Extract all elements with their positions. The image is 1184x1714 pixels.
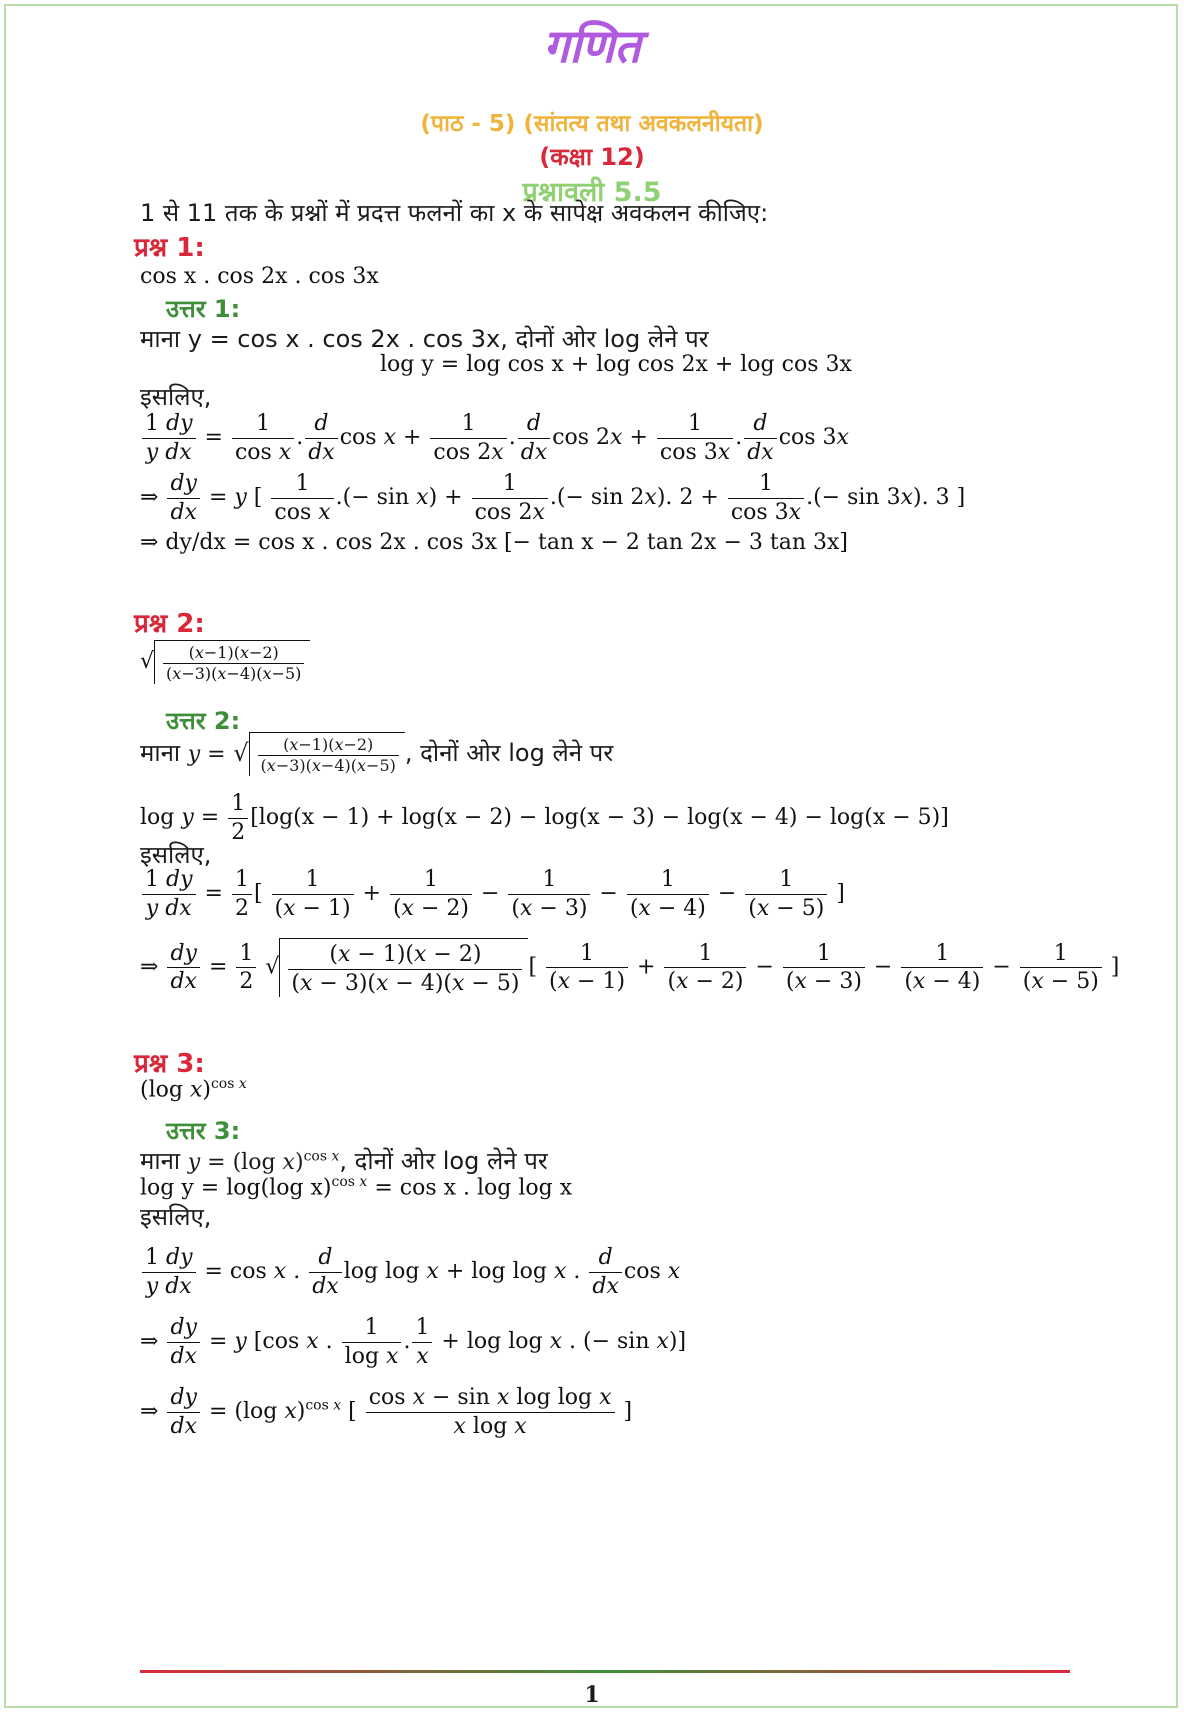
answer-3-label: उत्तर 3: [166, 1117, 241, 1145]
answer-1-derivative-line: $\frac{1 dy}{\text{y dx}}$ = $\frac{1}{\text{cos x}}$ . $\frac{d}{dx}$ cos x + $\frac{1}{\cos 2x}$ . $\frac{d}{dx}$ cos 2x + $\frac{1}{\cos 3x}$ . $\frac{d}{dx}$ cos 3x [140, 410, 849, 466]
answer-1-label: उत्तर 1: [166, 295, 241, 323]
question-3-expression: (log x)$^{cos x}$ [140, 1076, 247, 1103]
answer-1-therefore: इसलिए, [140, 383, 212, 411]
answer-1-line-1: माना y = cos x . cos 2x . cos 3x, दोनों ओर log लेने पर [140, 325, 709, 353]
answer-3-line-1-suffix: दोनों ओर log लेने पर [354, 1147, 548, 1175]
question-1-expression: cos x . cos 2x . cos 3x [140, 264, 379, 289]
exercise-heading: प्रश्नावली 5.5 [522, 177, 662, 208]
page-title: गणित [543, 19, 641, 73]
question-1-label: प्रश्न 1: [134, 233, 205, 263]
footer-divider [140, 1670, 1070, 1673]
answer-2-label: उत्तर 2: [166, 707, 241, 735]
answer-3-result: ⇒ $\frac{dy}{dx}$ = (log x)$^{cos x}$ [ $\frac{\text{cos x − sin x log log x}}{\text{x log x}}$ ] [140, 1385, 633, 1439]
answer-2-derivative-line: $\frac{1 dy}{\text{y dx}}$ = $\frac{1}{2}$ [ $\frac{1}{(x - 1)}$ + $\frac{1}{(x - 2)}$ − $\frac{1}{(x - 3)}$ − $\frac{1}{(x - 4)}$ − $\frac{1}{(x - 5)}$ ] [140, 866, 845, 922]
intro-text: 1 से 11 तक के प्रश्नों में प्रदत्त फलनों का x के सापेक्ष अवकलन कीजिए: [140, 199, 769, 227]
answer-3-log-line: log y = log(log x)$^{cos x}$ = cos x . log log x [140, 1174, 573, 1201]
answer-3-line-1: माना y = (log x)$^{cos x}$, दोनों ओर log लेने पर [140, 1147, 548, 1175]
answer-3-therefore: इसलिए, [140, 1203, 212, 1231]
answer-2-therefore: इसलिए, [140, 841, 212, 869]
question-2-expression: √ $\frac{(x-1)(x-2)}{(x-3)(x-4)(x-5)}$ [140, 640, 310, 684]
answer-3-log-line-head: log y = log(log x) [140, 1175, 332, 1201]
answer-2-log-line: log y = $\frac{1}{2}$ [log(x − 1) + log(x − 2) − log(x − 3) − log(x − 4) − log(x − 5)] [140, 791, 949, 845]
class-heading: (कक्षा 12) [539, 143, 645, 171]
answer-3-log-line-tail: = cos x . log log x [374, 1175, 573, 1201]
answer-3-expanded-line: ⇒ $\frac{dy}{dx}$ = y [cos x . $\frac{1}{\text{log x}}$ . $\frac{1}{x}$ + log log x . (− sin x)] [140, 1315, 687, 1369]
question-2-label: प्रश्न 2: [134, 609, 205, 639]
answer-1-log-line: log y = log cos x + log cos 2x + log cos 3x [380, 352, 852, 377]
answer-1-result: ⇒ dy/dx = cos x . cos 2x . cos 3x [− tan x − 2 tan 2x − 3 tan 3x] [140, 530, 848, 555]
answer-2-line-1-suffix: दोनों ओर log लेने पर [420, 739, 614, 767]
chapter-heading: (पाठ - 5) (सांतत्य तथा अवकलनीयता) [420, 111, 764, 137]
answer-1-expanded-line: ⇒ $\frac{dy}{dx}$ = y [ $\frac{1}{\text{cos x}}$ .(− sin x) + $\frac{1}{\cos 2x}$ .(− sin 2x). 2 + $\frac{1}{\cos 3x}$ .(− sin 3x). 3 ] [140, 471, 966, 525]
question-3-label: प्रश्न 3: [134, 1049, 205, 1079]
answer-3-derivative-line: $\frac{1 dy}{\text{y dx}}$ = cos x . $\frac{d}{dx}$ log log x + log log x . $\frac{d}{dx}$ cos x [140, 1244, 680, 1300]
answer-2-log-expression: [log(x − 1) + log(x − 2) − log(x − 3) − log(x − 4) − log(x − 5)] [250, 805, 949, 830]
answer-2-result: ⇒ $\frac{dy}{dx}$ = $\frac{1}{2}$ √ $\frac{(x - 1)(x - 2)}{(x - 3)(x - 4)(x - 5)}$ [ $\frac{1}{(x - 1)}$ + $\frac{1}{(x - 2)}$ − $\frac{1}{(x - 3)}$ − $\frac{1}{(x - 4)}$ − $\frac{1}{(x - 5)}$ ] [140, 938, 1119, 997]
answer-2-line-1: माना y = √ $\frac{(x-1)(x-2)}{(x-3)(x-4)(x-5)}$ , दोनों ओर log लेने पर [140, 732, 613, 776]
page-number: 1 [584, 1682, 600, 1708]
